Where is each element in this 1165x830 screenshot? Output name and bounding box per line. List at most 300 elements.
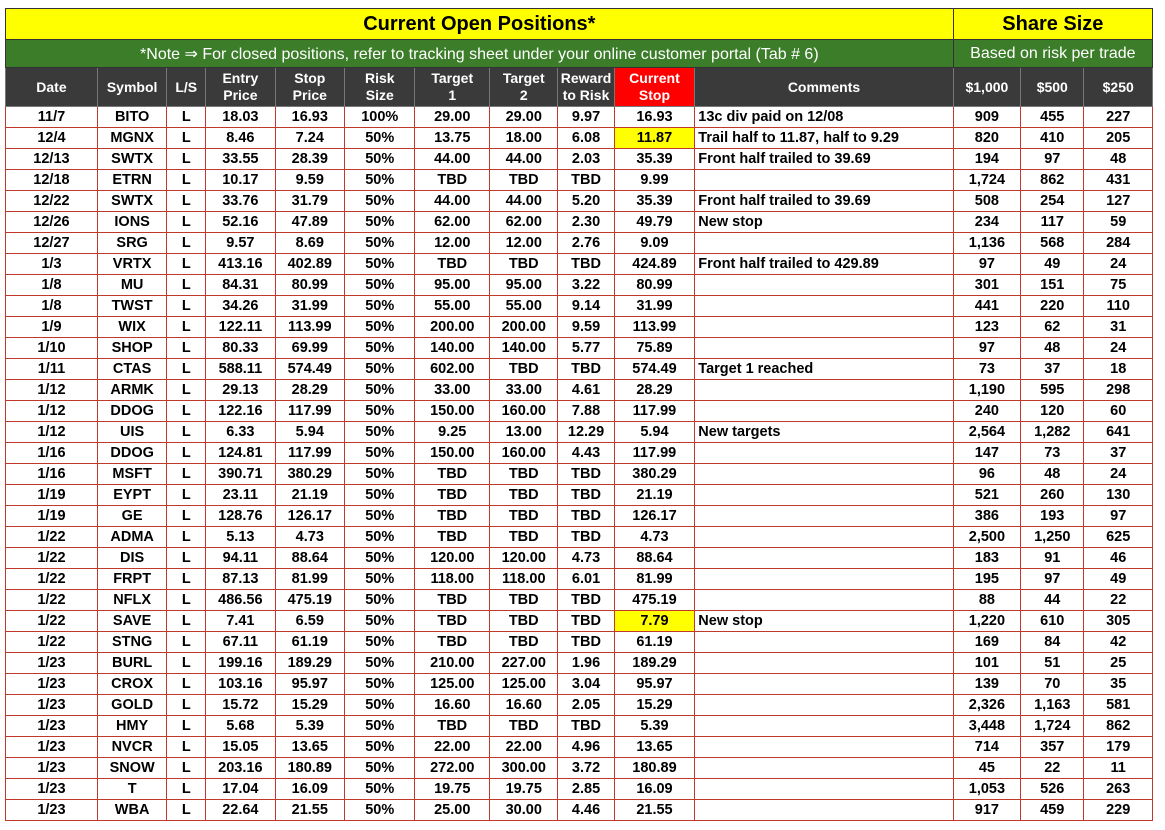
target-1-cell: 210.00 [415,653,490,674]
date-cell: 1/23 [6,653,98,674]
date-cell: 1/22 [6,611,98,632]
table-row [6,716,1153,737]
comment-cell: Front half trailed to 39.69 [695,149,953,170]
date-cell: 1/19 [6,506,98,527]
target-2-cell: TBD [490,716,558,737]
reward-to-risk-cell: 2.85 [558,779,614,800]
risk-size-cell: 50% [345,233,415,254]
target-1-cell: 19.75 [415,779,490,800]
target-2-cell: TBD [490,527,558,548]
col-header-reward-to-risk [558,68,614,107]
target-1-cell: 13.75 [415,128,490,149]
comment-cell [695,716,953,737]
comment-cell [695,170,953,191]
entry-price-cell: 390.71 [206,464,275,485]
date-cell: 1/3 [6,254,98,275]
risk-size-cell: 50% [345,779,415,800]
current-stop-cell: 31.99 [614,296,695,317]
col-header-line: to Risk [562,87,610,103]
target-2-cell: 120.00 [490,548,558,569]
entry-price-cell: 23.11 [206,485,275,506]
target-2-cell: 118.00 [490,569,558,590]
current-stop-cell: 95.97 [614,674,695,695]
table-row [6,758,1153,779]
ls-cell: L [167,527,206,548]
target-2-cell: 44.00 [490,149,558,170]
risk-size-cell: 50% [345,128,415,149]
table-row [6,737,1153,758]
symbol-cell: GE [97,506,166,527]
target-2-cell: 95.00 [490,275,558,296]
size-1000-cell: 521 [953,485,1020,506]
reward-to-risk-cell: 4.96 [558,737,614,758]
stop-price-cell: 80.99 [275,275,344,296]
comment-cell [695,695,953,716]
ls-cell: L [167,779,206,800]
stop-price-cell: 81.99 [275,569,344,590]
target-2-cell: TBD [490,611,558,632]
stop-price-cell: 117.99 [275,401,344,422]
entry-price-cell: 203.16 [206,758,275,779]
comment-cell [695,401,953,422]
risk-size-cell: 50% [345,695,415,716]
current-stop-cell: 15.29 [614,695,695,716]
table-row [6,800,1153,821]
col-header-line: Reward [560,70,612,86]
table-row [6,443,1153,464]
comment-cell: New stop [695,212,953,233]
table-row [6,401,1153,422]
entry-price-cell: 122.16 [206,401,275,422]
ls-cell: L [167,695,206,716]
current-stop-cell: 75.89 [614,338,695,359]
date-cell: 12/4 [6,128,98,149]
reward-to-risk-cell: TBD [558,527,614,548]
target-2-cell: TBD [490,506,558,527]
col-header-symbol: Symbol [97,68,166,107]
size-250-cell: 11 [1084,758,1153,779]
date-cell: 1/16 [6,464,98,485]
risk-size-cell: 50% [345,317,415,338]
target-1-cell: 200.00 [415,317,490,338]
risk-size-cell: 50% [345,254,415,275]
size-500-cell: 49 [1021,254,1084,275]
table-row [6,380,1153,401]
target-1-cell: 602.00 [415,359,490,380]
reward-to-risk-cell: 3.04 [558,674,614,695]
symbol-cell: WIX [97,317,166,338]
target-1-cell: 95.00 [415,275,490,296]
ls-cell: L [167,317,206,338]
col-header-size-1000: $1,000 [953,68,1020,107]
table-row [6,527,1153,548]
symbol-cell: ADMA [97,527,166,548]
entry-price-cell: 18.03 [206,107,275,128]
size-1000-cell: 195 [953,569,1020,590]
entry-price-cell: 588.11 [206,359,275,380]
target-1-cell: TBD [415,632,490,653]
entry-price-cell: 8.46 [206,128,275,149]
size-250-cell: 18 [1084,359,1153,380]
col-header-line: 2 [519,87,528,103]
col-header-line: Stop [638,87,671,103]
table-row [6,317,1153,338]
symbol-cell: CTAS [97,359,166,380]
reward-to-risk-cell: TBD [558,359,614,380]
symbol-cell: DDOG [97,401,166,422]
entry-price-cell: 124.81 [206,443,275,464]
size-1000-cell: 2,326 [953,695,1020,716]
size-1000-cell: 88 [953,590,1020,611]
entry-price-cell: 34.26 [206,296,275,317]
ls-cell: L [167,191,206,212]
target-2-cell: 125.00 [490,674,558,695]
size-500-cell: 526 [1021,779,1084,800]
stop-price-cell: 402.89 [275,254,344,275]
size-250-cell: 284 [1084,233,1153,254]
size-250-cell: 60 [1084,401,1153,422]
current-stop-cell: 5.94 [614,422,695,443]
current-stop-cell: 4.73 [614,527,695,548]
col-header-line: Risk [364,70,395,86]
table-row [6,233,1153,254]
current-stop-cell: 9.99 [614,170,695,191]
size-250-cell: 24 [1084,464,1153,485]
ls-cell: L [167,548,206,569]
size-250-cell: 862 [1084,716,1153,737]
date-cell: 1/19 [6,485,98,506]
target-2-cell: 44.00 [490,191,558,212]
current-stop-cell: 35.39 [614,149,695,170]
table-row [6,275,1153,296]
size-500-cell: 84 [1021,632,1084,653]
size-1000-cell: 301 [953,275,1020,296]
target-2-cell: TBD [490,464,558,485]
current-stop-cell: 49.79 [614,212,695,233]
symbol-cell: MGNX [97,128,166,149]
size-250-cell: 263 [1084,779,1153,800]
symbol-cell: SNOW [97,758,166,779]
target-1-cell: TBD [415,170,490,191]
stop-price-cell: 4.73 [275,527,344,548]
entry-price-cell: 128.76 [206,506,275,527]
reward-to-risk-cell: TBD [558,464,614,485]
reward-to-risk-cell: 2.30 [558,212,614,233]
target-2-cell: TBD [490,485,558,506]
symbol-cell: DDOG [97,443,166,464]
risk-size-cell: 50% [345,422,415,443]
size-1000-cell: 714 [953,737,1020,758]
date-cell: 1/16 [6,443,98,464]
reward-to-risk-cell: 1.96 [558,653,614,674]
size-1000-cell: 183 [953,548,1020,569]
comment-cell [695,653,953,674]
size-500-cell: 1,163 [1021,695,1084,716]
target-2-cell: 22.00 [490,737,558,758]
comment-cell [695,590,953,611]
date-cell: 1/11 [6,359,98,380]
size-250-cell: 31 [1084,317,1153,338]
entry-price-cell: 52.16 [206,212,275,233]
size-1000-cell: 917 [953,800,1020,821]
current-stop-cell: 113.99 [614,317,695,338]
size-500-cell: 48 [1021,338,1084,359]
symbol-cell: BURL [97,653,166,674]
title-row [6,9,1153,40]
col-header-line: Current [629,70,680,86]
size-1000-cell: 45 [953,758,1020,779]
size-500-cell: 48 [1021,464,1084,485]
size-250-cell: 227 [1084,107,1153,128]
comment-cell: Target 1 reached [695,359,953,380]
comment-cell [695,464,953,485]
size-500-cell: 44 [1021,590,1084,611]
ls-cell: L [167,380,206,401]
symbol-cell: NFLX [97,590,166,611]
reward-to-risk-cell: TBD [558,485,614,506]
reward-to-risk-cell: 2.05 [558,695,614,716]
target-2-cell: 160.00 [490,443,558,464]
size-250-cell: 46 [1084,548,1153,569]
target-1-cell: TBD [415,485,490,506]
stop-price-cell: 16.93 [275,107,344,128]
col-header-comments: Comments [695,68,953,107]
ls-cell: L [167,485,206,506]
entry-price-cell: 122.11 [206,317,275,338]
risk-size-cell: 50% [345,485,415,506]
share-size-note: Based on risk per trade [953,40,1152,68]
reward-to-risk-cell: TBD [558,506,614,527]
table-row [6,170,1153,191]
size-250-cell: 35 [1084,674,1153,695]
comment-cell [695,569,953,590]
ls-cell: L [167,296,206,317]
current-stop-cell: 7.79 [614,611,695,632]
date-cell: 1/22 [6,548,98,569]
col-header-line: Target [431,70,474,86]
target-1-cell: 125.00 [415,674,490,695]
size-250-cell: 110 [1084,296,1153,317]
target-2-cell: 55.00 [490,296,558,317]
table-row [6,569,1153,590]
comment-cell [695,674,953,695]
target-1-cell: 55.00 [415,296,490,317]
size-500-cell: 254 [1021,191,1084,212]
col-header-current-stop [614,68,695,107]
size-500-cell: 260 [1021,485,1084,506]
target-2-cell: 18.00 [490,128,558,149]
size-1000-cell: 1,724 [953,170,1020,191]
reward-to-risk-cell: 5.20 [558,191,614,212]
size-250-cell: 581 [1084,695,1153,716]
target-2-cell: TBD [490,254,558,275]
entry-price-cell: 7.41 [206,611,275,632]
size-250-cell: 179 [1084,737,1153,758]
risk-size-cell: 50% [345,191,415,212]
date-cell: 1/9 [6,317,98,338]
table-row [6,485,1153,506]
current-stop-cell: 35.39 [614,191,695,212]
target-2-cell: 200.00 [490,317,558,338]
symbol-cell: ETRN [97,170,166,191]
comment-cell [695,506,953,527]
symbol-cell: WBA [97,800,166,821]
col-header-line: Entry [222,70,259,86]
note-row [6,40,1153,68]
risk-size-cell: 100% [345,107,415,128]
target-2-cell: 62.00 [490,212,558,233]
size-250-cell: 59 [1084,212,1153,233]
reward-to-risk-cell: TBD [558,254,614,275]
comment-cell: 13c div paid on 12/08 [695,107,953,128]
table-row [6,632,1153,653]
stop-price-cell: 380.29 [275,464,344,485]
table-row [6,674,1153,695]
date-cell: 12/13 [6,149,98,170]
size-500-cell: 1,724 [1021,716,1084,737]
size-250-cell: 625 [1084,527,1153,548]
stop-price-cell: 28.39 [275,149,344,170]
size-250-cell: 49 [1084,569,1153,590]
table-row [6,422,1153,443]
risk-size-cell: 50% [345,716,415,737]
entry-price-cell: 33.76 [206,191,275,212]
table-row [6,212,1153,233]
symbol-cell: SWTX [97,149,166,170]
target-2-cell: TBD [490,170,558,191]
date-cell: 1/23 [6,737,98,758]
size-1000-cell: 240 [953,401,1020,422]
target-1-cell: 62.00 [415,212,490,233]
reward-to-risk-cell: 2.03 [558,149,614,170]
current-stop-cell: 81.99 [614,569,695,590]
size-250-cell: 22 [1084,590,1153,611]
size-1000-cell: 3,448 [953,716,1020,737]
ls-cell: L [167,422,206,443]
target-2-cell: 300.00 [490,758,558,779]
table-row [6,464,1153,485]
target-1-cell: TBD [415,590,490,611]
ls-cell: L [167,107,206,128]
target-2-cell: 33.00 [490,380,558,401]
target-1-cell: TBD [415,464,490,485]
size-500-cell: 37 [1021,359,1084,380]
table-row [6,191,1153,212]
ls-cell: L [167,275,206,296]
target-1-cell: 16.60 [415,695,490,716]
size-500-cell: 22 [1021,758,1084,779]
symbol-cell: TWST [97,296,166,317]
table-row [6,611,1153,632]
date-cell: 1/23 [6,716,98,737]
risk-size-cell: 50% [345,611,415,632]
symbol-cell: BITO [97,107,166,128]
comment-cell [695,779,953,800]
reward-to-risk-cell: 4.61 [558,380,614,401]
target-1-cell: 25.00 [415,800,490,821]
ls-cell: L [167,716,206,737]
target-2-cell: 30.00 [490,800,558,821]
current-stop-cell: 380.29 [614,464,695,485]
size-1000-cell: 123 [953,317,1020,338]
current-stop-cell: 21.55 [614,800,695,821]
date-cell: 1/23 [6,695,98,716]
size-250-cell: 24 [1084,338,1153,359]
date-cell: 1/23 [6,779,98,800]
col-header-ls: L/S [167,68,206,107]
comment-cell: New stop [695,611,953,632]
table-row [6,128,1153,149]
ls-cell: L [167,464,206,485]
size-500-cell: 455 [1021,107,1084,128]
ls-cell: L [167,233,206,254]
entry-price-cell: 199.16 [206,653,275,674]
stop-price-cell: 95.97 [275,674,344,695]
entry-price-cell: 29.13 [206,380,275,401]
risk-size-cell: 50% [345,506,415,527]
current-stop-cell: 189.29 [614,653,695,674]
stop-price-cell: 21.19 [275,485,344,506]
header-row [6,68,1153,107]
risk-size-cell: 50% [345,380,415,401]
size-500-cell: 862 [1021,170,1084,191]
risk-size-cell: 50% [345,401,415,422]
date-cell: 12/26 [6,212,98,233]
current-stop-cell: 475.19 [614,590,695,611]
size-250-cell: 641 [1084,422,1153,443]
table-row [6,695,1153,716]
reward-to-risk-cell: 3.22 [558,275,614,296]
stop-price-cell: 126.17 [275,506,344,527]
entry-price-cell: 87.13 [206,569,275,590]
col-header-line: Size [365,87,394,103]
size-1000-cell: 97 [953,254,1020,275]
size-500-cell: 62 [1021,317,1084,338]
col-header-size-250: $250 [1084,68,1153,107]
size-1000-cell: 1,190 [953,380,1020,401]
risk-size-cell: 50% [345,737,415,758]
symbol-cell: UIS [97,422,166,443]
entry-price-cell: 6.33 [206,422,275,443]
comment-cell [695,485,953,506]
entry-price-cell: 33.55 [206,149,275,170]
risk-size-cell: 50% [345,569,415,590]
reward-to-risk-cell: 3.72 [558,758,614,779]
table-row [6,653,1153,674]
target-1-cell: 44.00 [415,191,490,212]
current-stop-cell: 11.87 [614,128,695,149]
stop-price-cell: 15.29 [275,695,344,716]
size-1000-cell: 1,136 [953,233,1020,254]
table-row [6,338,1153,359]
stop-price-cell: 47.89 [275,212,344,233]
entry-price-cell: 15.72 [206,695,275,716]
reward-to-risk-cell: TBD [558,632,614,653]
risk-size-cell: 50% [345,800,415,821]
col-header-size-500: $500 [1021,68,1084,107]
size-250-cell: 75 [1084,275,1153,296]
stop-price-cell: 5.94 [275,422,344,443]
target-1-cell: 272.00 [415,758,490,779]
current-stop-cell: 180.89 [614,758,695,779]
stop-price-cell: 180.89 [275,758,344,779]
page-title: Current Open Positions* [6,9,954,40]
ls-cell: L [167,758,206,779]
size-1000-cell: 97 [953,338,1020,359]
table-row [6,548,1153,569]
symbol-cell: STNG [97,632,166,653]
date-cell: 1/8 [6,275,98,296]
